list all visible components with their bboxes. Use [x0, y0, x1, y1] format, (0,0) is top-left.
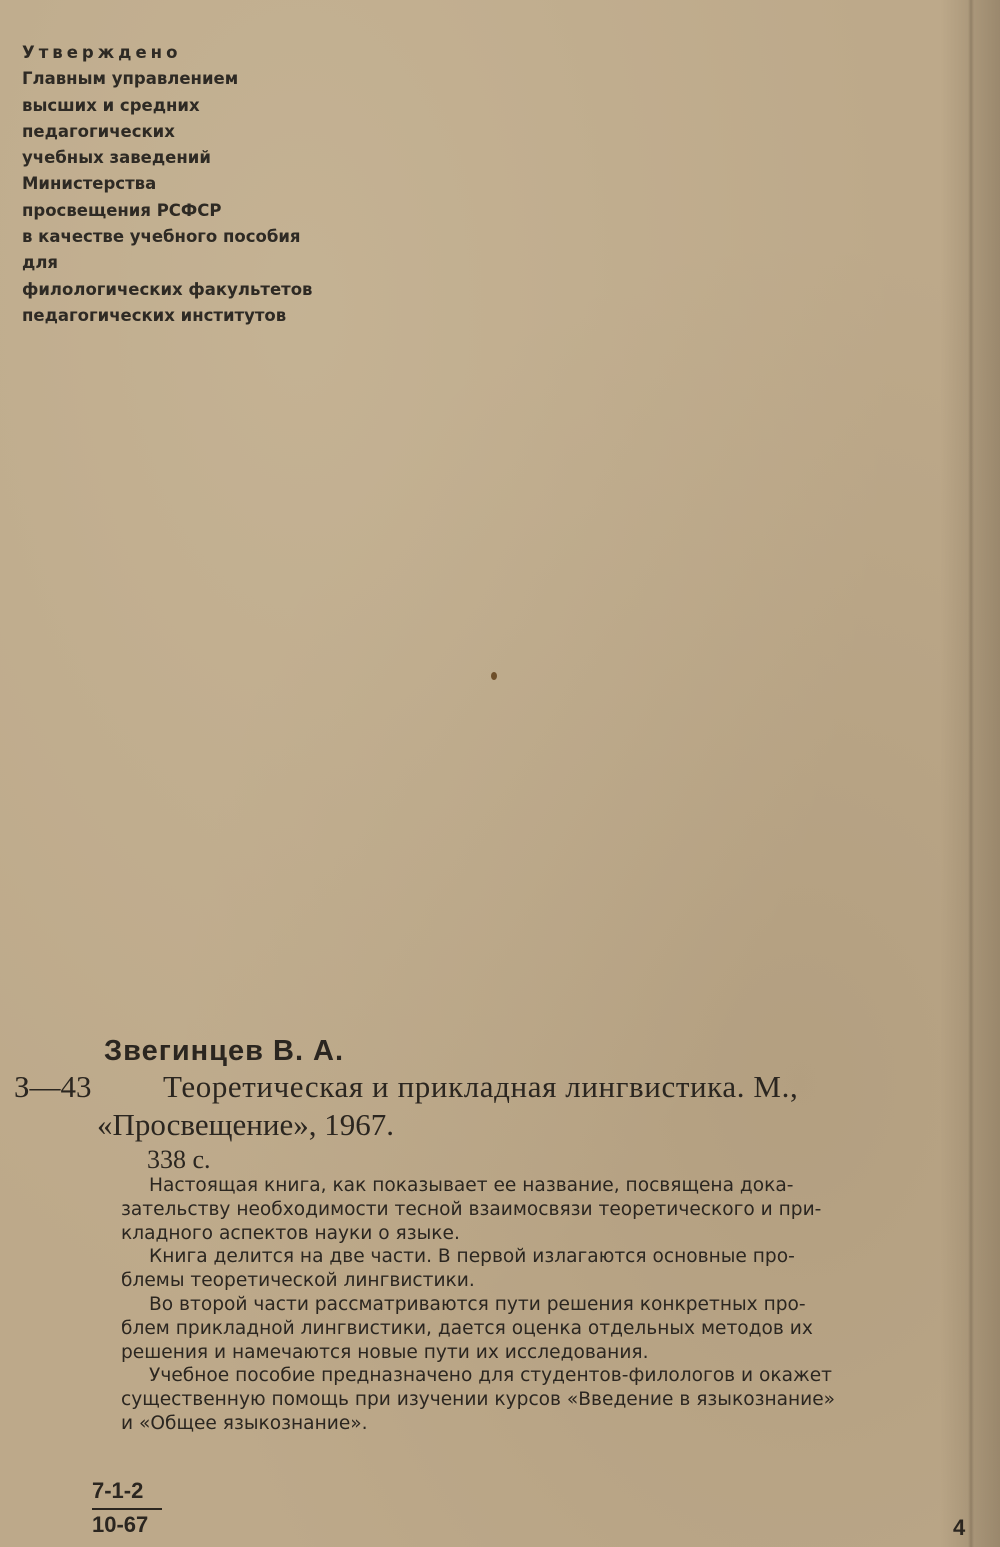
book-title: Теоретическая и прикладная лингвистика. М., [163, 1069, 799, 1104]
approval-line: просвещения РСФСР [22, 200, 222, 220]
abstract-line: блем прикладной лингвистики, дается оценка отдельных методов их [121, 1317, 813, 1339]
page-fold-shadow [968, 0, 974, 1547]
abstract-line: решения и намечаются новые пути их исследования. [121, 1341, 649, 1363]
abstract-line: кладного аспектов науки о языке. [121, 1222, 460, 1244]
abstract-line: Настоящая книга, как показывает ее название, посвящена дока- [149, 1175, 794, 1196]
code-top: 7-1-2 [92, 1476, 162, 1510]
approval-line: Главным управлением [22, 69, 239, 89]
approval-line: для [22, 253, 59, 273]
abstract-line: Во второй части рассматриваются пути решения конкретных про- [149, 1293, 806, 1315]
approval-line: педагогических институтов [22, 305, 287, 325]
approval-line: Министерства [22, 174, 157, 194]
abstract-line: существенную помощь при изучении курсов «Введение в языкознание» [121, 1389, 836, 1411]
abstract-line: Учебное пособие предназначено для студентов-филологов и окажет [149, 1365, 833, 1387]
approval-line: педагогических [22, 121, 175, 141]
abstract-line: зательству необходимости тесной взаимосвязи теоретического и при- [121, 1198, 822, 1220]
code-bottom: 10-67 [92, 1512, 149, 1537]
page-count: 338 с. [147, 1145, 211, 1174]
approval-line: филологических факультетов [22, 279, 313, 299]
paper-stain [491, 672, 497, 680]
approval-line: учебных заведений [22, 148, 211, 168]
approval-stamp-block [22, 40, 312, 329]
abstract-line: Книга делится на две части. В первой излагаются основные про- [149, 1246, 795, 1268]
publishing-code [92, 1476, 162, 1540]
author-name: Звегинцев В. А. [104, 1035, 345, 1067]
call-number: З—43 [14, 1069, 92, 1104]
publisher-year: «Просвещение», 1967. [97, 1107, 394, 1142]
page-number: 4 [953, 1515, 966, 1540]
abstract-line: и «Общее языкознание». [121, 1412, 368, 1434]
approval-line: в качестве учебного пособия [22, 227, 301, 247]
abstract-line: блемы теоретической лингвистики. [121, 1270, 475, 1292]
abstract [121, 1174, 965, 1436]
approval-line: высших и средних [22, 95, 200, 115]
approval-line: Утверждено [22, 43, 182, 62]
